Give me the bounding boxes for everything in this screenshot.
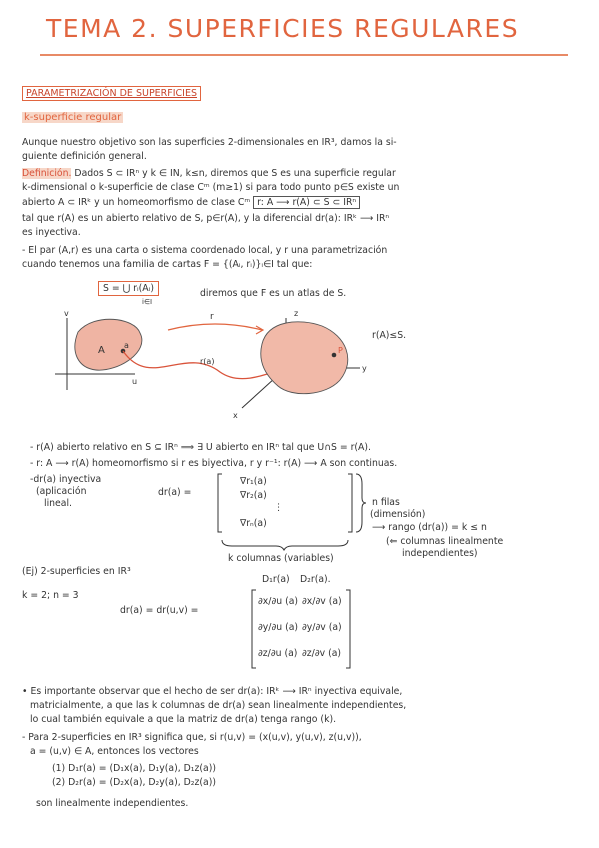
definition-line-2: k-dimensional o k-superficie de clase Cᵐ (m≥1) si para todo punto p∈S existe un <box>22 182 400 193</box>
example-col1-head: D₁r(a) <box>262 574 290 585</box>
jacobian-lhs: dr(a) = <box>158 487 192 498</box>
page-title: TEMA 2. SUPERFICIES REGULARES <box>46 14 520 43</box>
bullet-1-line-2: matricialmente, a que las k columnas de dr(a) sean linealmente independientes, <box>30 700 407 711</box>
bullet-2-vector-2: (2) D₂r(a) = (D₂x(a), D₂y(a), D₂z(a)) <box>52 777 216 788</box>
bullet-2-vector-1: (1) D₁r(a) = (D₁x(a), D₁y(a), D₁z(a)) <box>52 763 216 774</box>
example-col2-head: D₂r(a). <box>300 574 331 585</box>
example-entry-1-2: ∂x/∂v (a) <box>302 596 342 607</box>
label-r: r <box>210 312 214 322</box>
label-u: u <box>132 377 138 386</box>
label-y: y <box>362 364 367 373</box>
bullet-2-line-2: a = (u,v) ∈ A, entonces los vectores <box>30 746 199 757</box>
note-linear-map-1: (aplicación <box>36 486 87 497</box>
atlas-sentence: diremos que F es un atlas de S. <box>200 288 347 299</box>
jacobian-row-1: ∇r₁(a) <box>240 476 267 487</box>
homeomorphism-box: r: A ⟶ r(A) ⊂ S ⊂ IRⁿ <box>253 196 360 209</box>
definition-line-5: es inyectiva. <box>22 227 81 238</box>
atlas-union-formula: S = ⋃ rᵢ(Aᵢ) <box>98 281 159 296</box>
pair-line-1: - El par (A,r) es una carta o sistema coordenado local, y r una parametrización <box>22 245 388 256</box>
section-heading: PARAMETRIZACIÓN DE SUPERFICIES <box>22 86 201 101</box>
definition-label: Definición. <box>22 168 72 179</box>
jacobian-cols-label: k columnas (variables) <box>228 553 334 564</box>
example-entry-2-2: ∂y/∂v (a) <box>302 622 342 633</box>
jacobian-row-dots: ⋮ <box>274 502 284 513</box>
jacobian-rows-label: n filas <box>372 497 400 508</box>
bullet-2-conclusion: son linealmente independientes. <box>36 798 189 809</box>
intro-line-1: Aunque nuestro objetivo son las superficies 2-dimensionales en IR³, damos la si- <box>22 137 397 148</box>
jacobian-row-2: ∇r₂(a) <box>240 490 267 501</box>
bullet-1-line-3: lo cual también equivale a que la matriz de dr(a) tenga rango (k). <box>30 714 337 725</box>
jacobian-rank: ⟶ rango (dr(a)) = k ≤ n <box>372 522 487 533</box>
bullet-2-line-1: - Para 2-superficies en IR³ significa que, si r(u,v) = (x(u,v), y(u,v), z(u,v)), <box>22 732 362 743</box>
note-homeomorphism: - r: A ⟶ r(A) homeomorfismo si r es biyectiva, r y r⁻¹: r(A) ⟶ A son continuas. <box>30 458 398 469</box>
label-p: P <box>338 346 343 355</box>
label-v: v <box>64 309 69 318</box>
label-r-of-a: r(a) <box>200 357 215 366</box>
label-a: a <box>124 341 129 350</box>
label-r-A-subset-S: r(A)≤S. <box>372 330 407 341</box>
note-open-relative: - r(A) abierto relativo en S ⊆ IRⁿ ⟹ ∃ U abierto en IRⁿ tal que U∩S = r(A). <box>30 442 371 453</box>
definition-text-3: abierto A ⊂ IRᵏ y un homeomorfismo de clase Cᵐ <box>22 197 254 208</box>
atlas-union-index: i∈I <box>142 298 153 306</box>
label-x: x <box>233 411 238 420</box>
example-entry-3-2: ∂z/∂v (a) <box>302 648 342 659</box>
definition-line-4: tal que r(A) es un abierto relativo de S, p∈r(A), y la diferencial dr(a): IRᵏ ⟶ IRⁿ <box>22 213 390 224</box>
label-A: A <box>98 345 105 356</box>
definition-text-1: Dados S ⊂ IRⁿ y k ∈ IN, k≤n, diremos que S es una superficie regular <box>71 168 396 179</box>
example-entry-1-1: ∂x/∂u (a) <box>258 596 299 607</box>
example-entry-3-1: ∂z/∂u (a) <box>258 648 298 659</box>
bullet-1-line-1: • Es importante observar que el hecho de ser dr(a): IRᵏ ⟶ IRⁿ inyectiva equivale, <box>22 686 403 697</box>
label-z: z <box>294 309 299 318</box>
example-title: (Ej) 2-superficies en IR³ <box>22 566 131 577</box>
example-params: k = 2; n = 3 <box>22 590 79 601</box>
jacobian-rows-dimension: (dimensión) <box>370 509 426 520</box>
example-lhs: dr(a) = dr(u,v) = <box>120 605 199 616</box>
pair-line-2: cuando tenemos una familia de cartas F = {(Aᵢ, rᵢ)}ᵢ∈I tal que: <box>22 259 313 270</box>
note-injective: -dr(a) inyectiva <box>30 474 102 485</box>
example-entry-2-1: ∂y/∂u (a) <box>258 622 299 633</box>
jacobian-row-n: ∇rₙ(a) <box>240 518 267 529</box>
subsection-heading: k-superficie regular <box>24 112 122 123</box>
jacobian-cols-note-2: independientes) <box>402 548 478 559</box>
note-linear-map-2: lineal. <box>44 498 73 509</box>
jacobian-cols-note-1: (⇐ columnas linealmente <box>386 536 504 547</box>
intro-line-2: guiente definición general. <box>22 151 147 162</box>
